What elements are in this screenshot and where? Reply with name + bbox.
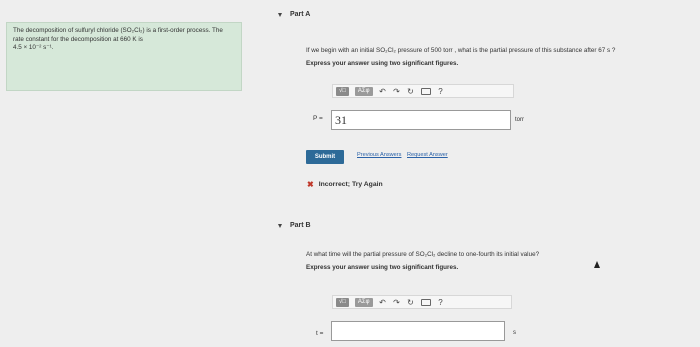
keyboard-icon[interactable] — [421, 88, 431, 95]
math-template-button[interactable]: √□ — [336, 298, 349, 307]
part-b-title: Part B — [290, 222, 311, 229]
mouse-cursor-icon — [594, 261, 600, 268]
reset-icon[interactable]: ↻ — [407, 86, 414, 96]
part-a-header[interactable] — [278, 11, 310, 18]
help-icon[interactable]: ? — [438, 297, 443, 307]
part-a-math-toolbar — [332, 84, 514, 98]
redo-icon[interactable]: ↷ — [393, 297, 400, 307]
part-b-unit: s — [513, 330, 516, 336]
reset-icon[interactable]: ↻ — [407, 297, 414, 307]
part-a-question: If we begin with an initial SO₂Cl₂ pressure of 500 torr , what is the partial pressure of this substance after 67 s ? — [306, 47, 616, 54]
collapse-triangle-icon — [278, 224, 282, 228]
part-b-math-toolbar — [332, 295, 512, 309]
collapse-triangle-icon — [278, 13, 282, 17]
problem-text: The decomposition of sulfuryl chloride (SO₂Cl₂) is a first-order process. The rate constant for the decomposition at 660 K is — [13, 27, 223, 43]
part-b-variable-label: t = — [316, 330, 324, 337]
redo-icon[interactable]: ↷ — [393, 86, 400, 96]
submit-button[interactable]: Submit — [306, 150, 344, 164]
incorrect-x-icon: ✖ — [307, 180, 314, 189]
part-a-answer-input[interactable]: 31 — [331, 110, 511, 130]
part-a-unit: torr — [515, 117, 524, 123]
rate-constant: 4.5 × 10⁻² s⁻¹. — [13, 44, 54, 51]
feedback-text: Incorrect; Try Again — [318, 181, 383, 188]
part-b-header[interactable] — [278, 222, 311, 229]
greek-symbols-button[interactable]: ΑΣφ — [355, 298, 373, 307]
greek-symbols-button[interactable]: ΑΣφ — [355, 87, 373, 96]
part-a-variable-label: P = — [313, 115, 323, 122]
part-b-question: At what time will the partial pressure of SO₂Cl₂ decline to one-fourth its initial value? — [306, 251, 540, 258]
problem-statement — [6, 22, 242, 91]
feedback-message — [307, 180, 383, 189]
math-template-button[interactable]: √□ — [336, 87, 349, 96]
part-a-instruction: Express your answer using two significant figures. — [306, 60, 459, 67]
part-a-title: Part A — [290, 11, 311, 18]
help-icon[interactable]: ? — [438, 86, 443, 96]
part-b-instruction: Express your answer using two significant figures. — [306, 264, 459, 271]
undo-icon[interactable]: ↶ — [379, 86, 386, 96]
request-answer-link[interactable]: Request Answer — [407, 152, 448, 158]
keyboard-icon[interactable] — [421, 299, 431, 306]
previous-answers-link[interactable]: Previous Answers — [357, 152, 402, 158]
part-b-answer-input[interactable] — [331, 321, 505, 341]
undo-icon[interactable]: ↶ — [379, 297, 386, 307]
